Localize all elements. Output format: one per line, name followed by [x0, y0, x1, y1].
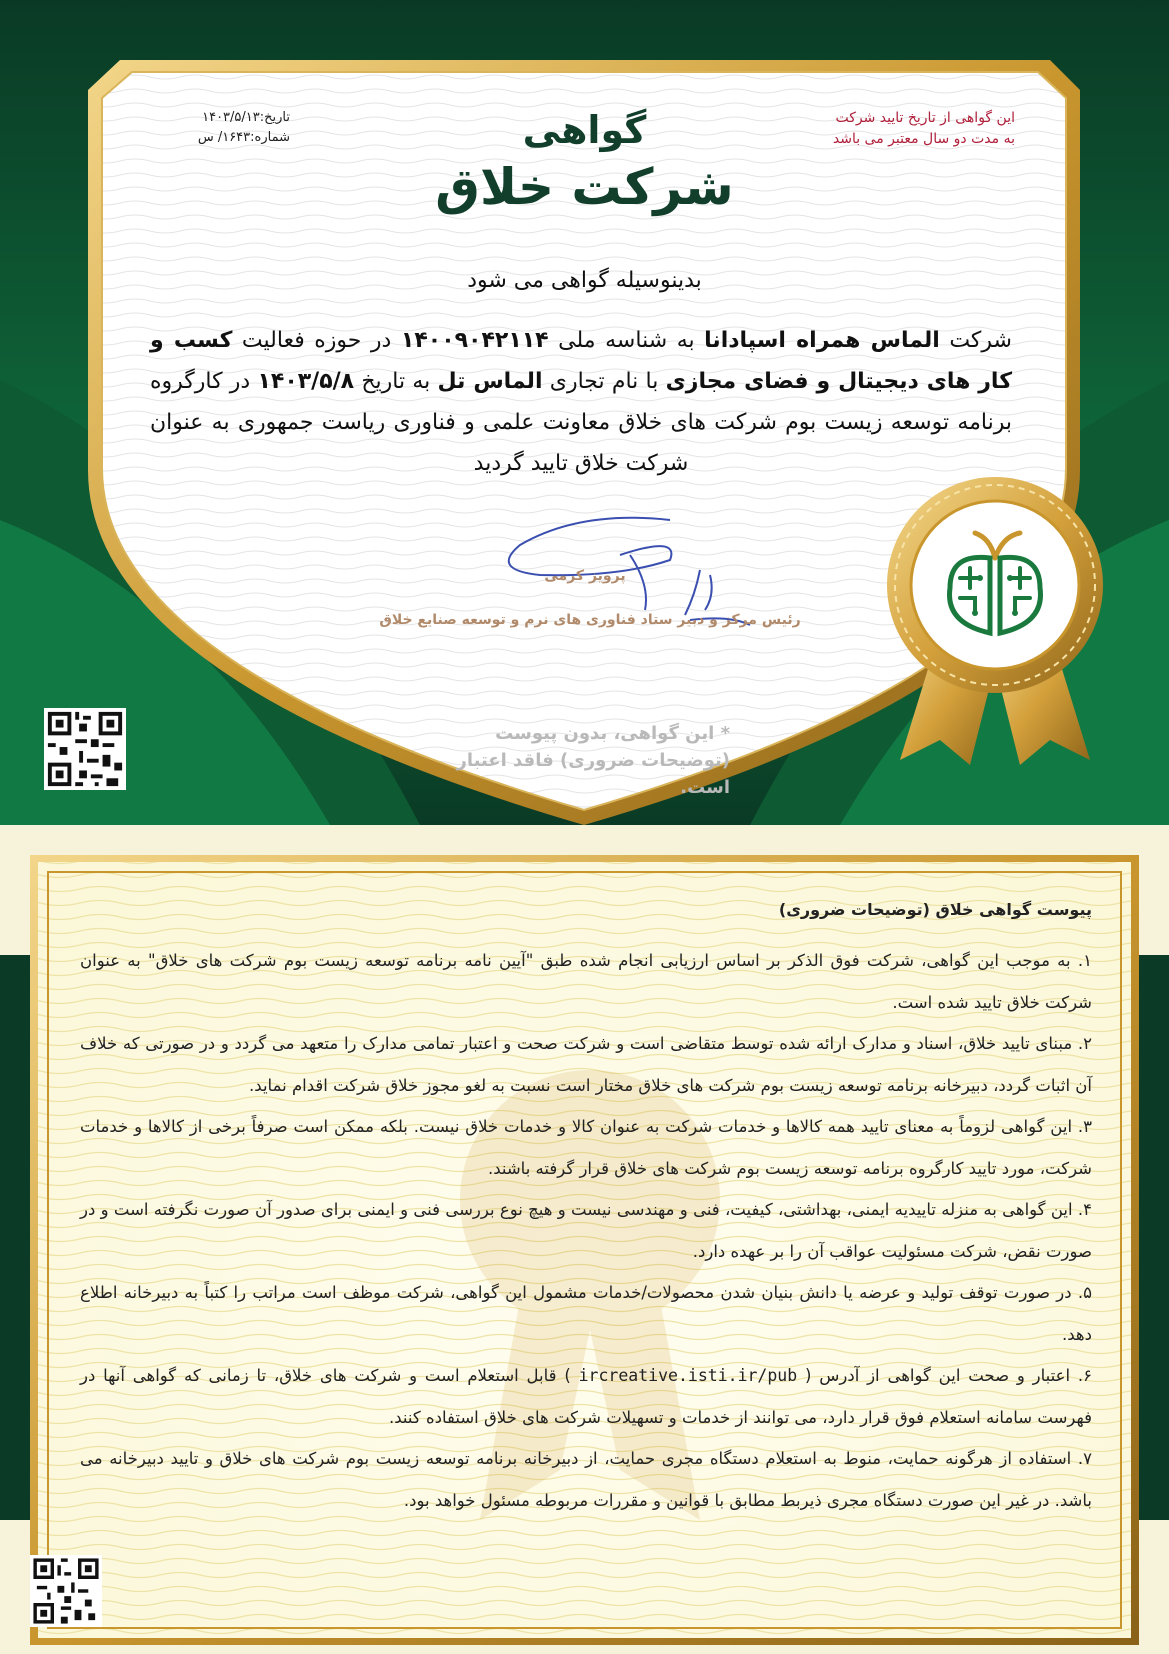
annex-item-2: ۲. مبنای تایید خلاق، اسناد و مدارک ارائه شده توسط متقاضی است و شرکت صحت و اعتبار تمامی مدارک را متعهد می گردد و در صورتی که خلاف آن اثبات گردد، دبیرخانه برنامه توسعه زیست بوم شرکت های خلاق مختار است نسبت به لغو مجوز خلاق شرکت اقدام نماید. [80, 1034, 1092, 1095]
activity-field: کسب و کار های دیجیتال و فضای مجازی [150, 328, 1012, 394]
annex-item-1: ۱. به موجب این گواهی، شرکت فوق الذکر بر اساس ارزیابی انجام شده طبق "آیین نامه برنامه توسعه زیست بوم شرکت های خلاق" به عنوان شرکت خلاق تایید شده است. [80, 951, 1092, 1012]
warning-line2: (توضیحات ضروری) فاقد اعتبار است. [456, 750, 730, 798]
number-value: ۱۶۴۳/ س [197, 130, 251, 145]
company-name: الماس همراه اسپادانا [704, 328, 940, 353]
approval-date: ۱۴۰۳/۵/۸ [257, 369, 355, 394]
body-part1: شرکت [939, 328, 1012, 353]
warning-line1: * این گواهی، بدون پیوست [495, 723, 730, 744]
brand-name: الماس تل [437, 369, 543, 394]
annex-item-6-start: ۶. اعتبار و صحت این گواهی از آدرس ( [797, 1366, 1092, 1385]
annex-list [80, 940, 1092, 1521]
certificate-intro: بدینوسیله گواهی می شود [467, 268, 702, 293]
qr-code-bottom [30, 1555, 102, 1627]
validity-note-line1: این گواهی از تاریخ تایید شرکت [835, 110, 1015, 126]
annex-item-5: ۵. در صورت توقف تولید و عرضه یا دانش بنیان شدن محصولات/خدمات مشمول این گواهی، شرکت موظف است مراتب را کتباً به دبیرخانه اطلاع دهد. [80, 1283, 1092, 1344]
date-label: تاریخ: [259, 110, 290, 125]
annex-item-3: ۳. این گواهی لزوماً به معنای تایید همه کالاها و خدمات شرکت به عنوان کالا و خدمات خلاق نیست. بلکه ممکن است صرفاً برخی از کالاها و خدمات شرکت، مورد تایید کارگروه برنامه توسعه زیست بوم شرکت های خلاق قرار گرفته باشند. [80, 1117, 1092, 1178]
annex-item-6 [80, 1355, 1092, 1438]
annex-item-4: ۴. این گواهی به منزله تاییدیه ایمنی، بهداشتی، کیفیت، فنی و مهندسی نیست و هیچ نوع بررسی فنی و ایمنی برای صدور آن صورت نگرفته است و در صورت نقض، شرکت مسئولیت عواقب آن را بر عهده دارد. [80, 1200, 1092, 1261]
validity-note-line2: به مدت دو سال معتبر می باشد [832, 131, 1015, 147]
certificate-title-small: گواهی [522, 108, 647, 152]
attachment-warning [430, 720, 730, 801]
annex-item-7: ۷. استفاده از هرگونه حمایت، منوط به استعلام دستگاه مجری حمایت، از دبیرخانه برنامه توسعه زیست بوم شرکت های خلاق و تایید دبیرخانه می باشد. در غیر این صورت دستگاه مجری ذیربط مطابق با قوانین و مقررات مربوطه مسئول خواهد بود. [80, 1449, 1092, 1510]
number-label: شماره: [250, 130, 290, 145]
date-value: ۱۴۰۳/۵/۱۳ [202, 110, 260, 125]
qr-code-top [44, 708, 126, 790]
creative-company-seal [880, 470, 1110, 770]
body-part5: به تاریخ [354, 369, 438, 394]
body-part4: با نام تجاری [542, 369, 666, 394]
body-part3: در حوزه فعالیت [232, 328, 401, 353]
certificate-title-big: شرکت خلاق [435, 158, 734, 216]
signer-name: پرویز کرمی [544, 568, 626, 584]
annex-title: پیوست گواهی خلاق (توضیحات ضروری) [778, 900, 1092, 919]
national-id: ۱۴۰۰۹۰۴۲۱۱۴ [400, 328, 549, 353]
body-part2: به شناسه ملی [548, 328, 705, 353]
annex-item-6-end: ) قابل استعلام است و شرکت های خلاق، تا زمانی که گواهی آنها در فهرست سامانه استعلام فوق قرار دارد، می توانند از خدمات و تسهیلات شرکت های خلاق استفاده کنند. [80, 1366, 1092, 1427]
inquiry-url-link[interactable]: ircreative.isti.ir/pub [578, 1366, 798, 1385]
body-part6: در کارگروه برنامه توسعه زیست بوم شرکت های خلاق معاونت علمی و فناوری ریاست جمهوری به عنوان شرکت خلاق تایید گردید [150, 369, 1012, 476]
signer-role: رئیس مرکز و دبیر ستاد فناوری های نرم و توسعه صنایع خلاق [379, 612, 801, 628]
certificate-body [150, 320, 1012, 484]
